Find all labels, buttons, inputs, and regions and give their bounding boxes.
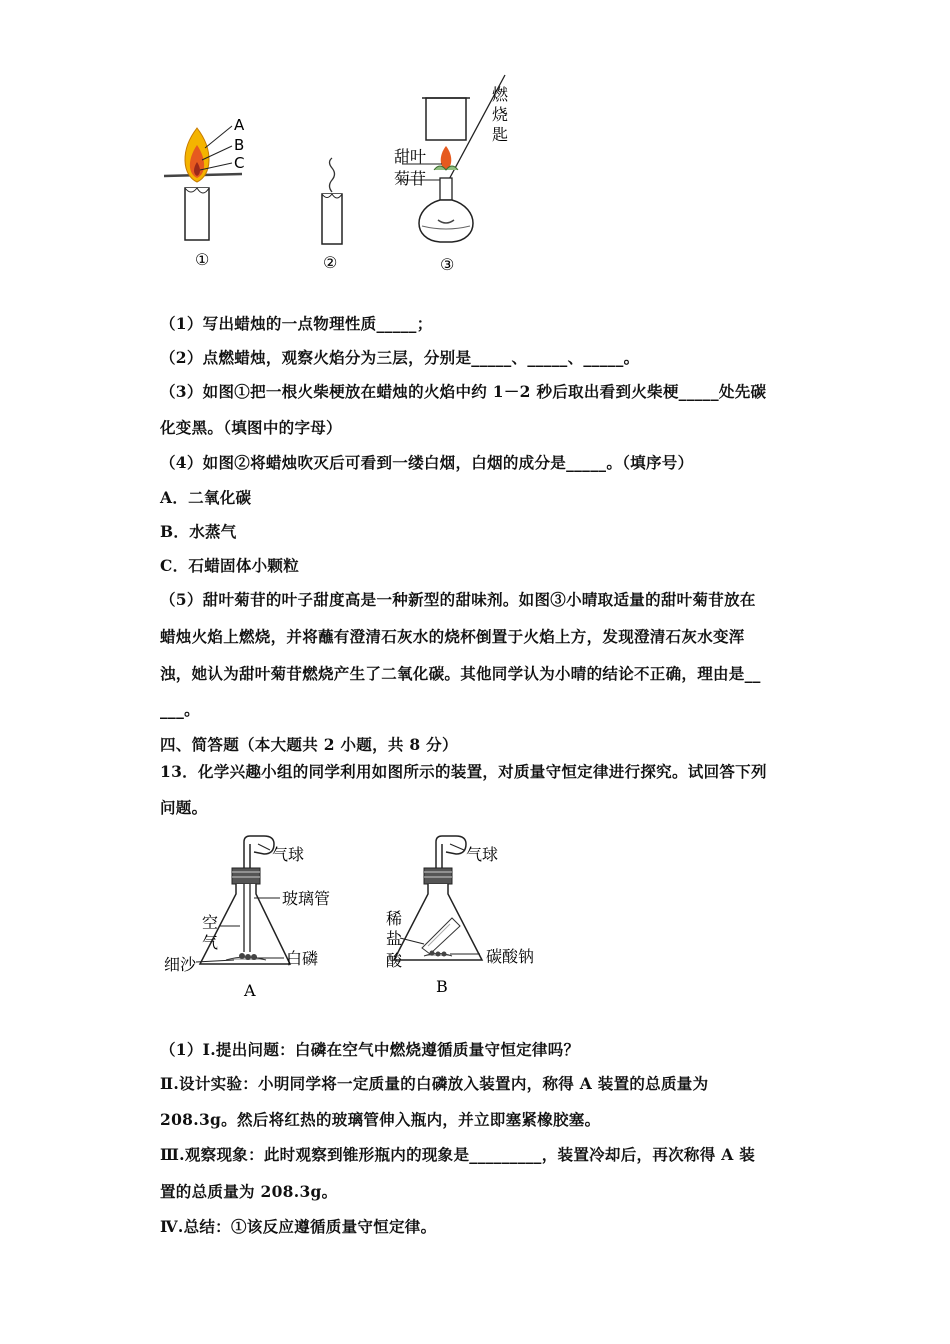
b-acid-label-2: 盐: [386, 929, 403, 948]
caption-2: ②: [323, 253, 338, 272]
candle-figure: [150, 70, 530, 280]
flame-label-b: B: [234, 136, 245, 154]
flame-label-c: C: [234, 154, 245, 172]
candle-2-drawing: [322, 158, 342, 244]
q12-option-c: C．石蜡固体小颗粒: [160, 556, 300, 575]
q12-part-3b: 化变黑。（填图中的字母）: [160, 418, 342, 437]
b-acid-label-3: 酸: [386, 951, 403, 970]
q12-part-5b: 蜡烛火焰上燃烧，并将蘸有澄清石灰水的烧杯倒置于火焰上方，发现澄清石灰水变浑: [160, 627, 745, 646]
spoon-label-2: 烧: [492, 105, 509, 124]
spoon-label-3: 匙: [492, 125, 509, 144]
plant-label-1: 甜叶: [394, 147, 427, 166]
a-phosphorus-label: 白磷: [286, 949, 319, 968]
b-acid-label-1: 稀: [386, 909, 403, 928]
flame-label-a: A: [234, 116, 245, 134]
a-sand-label: 细沙: [164, 955, 197, 974]
a-tube-label: 玻璃管: [282, 889, 331, 908]
apparatus-figure: [160, 830, 560, 1005]
a-air-label-1: 空: [202, 913, 219, 932]
q12-part-5a: （5）甜叶菊苷的叶子甜度高是一种新型的甜味剂。如图③小晴取适量的甜叶菊苷放在: [160, 590, 756, 609]
plant-label-2: 菊苷: [394, 169, 427, 188]
b-balloon-label: 气球: [466, 845, 499, 864]
b-caption: B: [436, 977, 448, 996]
q13-step-2a: Ⅱ.设计实验：小明同学将一定质量的白磷放入装置内，称得 A 装置的总质量为: [160, 1074, 709, 1093]
q13-step-3a: Ⅲ.观察现象：此时观察到锥形瓶内的现象是_________，装置冷却后，再次称得 A 装: [160, 1145, 756, 1164]
q13-step-4: Ⅳ.总结：①该反应遵循质量守恒定律。: [160, 1217, 437, 1236]
q13-stem-b: 问题。: [160, 798, 208, 817]
caption-3: ③: [440, 255, 455, 274]
q12-part-3a: （3）如图①把一根火柴梗放在蜡烛的火焰中约 1－2 秒后取出看到火柴梗_____处先碳: [160, 382, 767, 401]
q13-step-2b: 208.3g。然后将红热的玻璃管伸入瓶内，并立即塞紧橡胶塞。: [160, 1110, 601, 1129]
q13-step-3b: 置的总质量为 208.3g。: [160, 1182, 338, 1201]
q12-part-5d: ___。: [160, 700, 200, 719]
q13-stem-a: 13．化学兴趣小组的同学利用如图所示的装置，对质量守恒定律进行探究。试回答下列: [160, 762, 767, 781]
a-caption: A: [244, 981, 256, 1000]
q12-option-b: B．水蒸气: [160, 522, 237, 541]
q13-step-1: （1）Ⅰ.提出问题：白磷在空气中燃烧遵循质量守恒定律吗？: [160, 1040, 580, 1059]
caption-1: ①: [195, 250, 210, 269]
q12-part-1: （1）写出蜡烛的一点物理性质_____；: [160, 314, 433, 333]
q12-part-2: （2）点燃蜡烛，观察火焰分为三层，分别是_____、_____、_____。: [160, 348, 640, 367]
q12-option-a: A．二氧化碳: [160, 488, 252, 507]
spoon-label-1: 燃: [492, 85, 509, 104]
candle-1-drawing: [164, 126, 245, 240]
b-carbonate-label: 碳酸钠: [486, 947, 535, 966]
a-balloon-label: 气球: [272, 845, 305, 864]
a-air-label-2: 气: [202, 933, 219, 952]
q12-part-4: （4）如图②将蜡烛吹灭后可看到一缕白烟，白烟的成分是_____。（填序号）: [160, 453, 694, 472]
section-heading: 四、简答题（本大题共 2 小题，共 8 分）: [160, 735, 458, 754]
q12-part-5c: 浊，她认为甜叶菊苷燃烧产生了二氧化碳。其他同学认为小晴的结论不正确，理由是__: [160, 664, 761, 683]
